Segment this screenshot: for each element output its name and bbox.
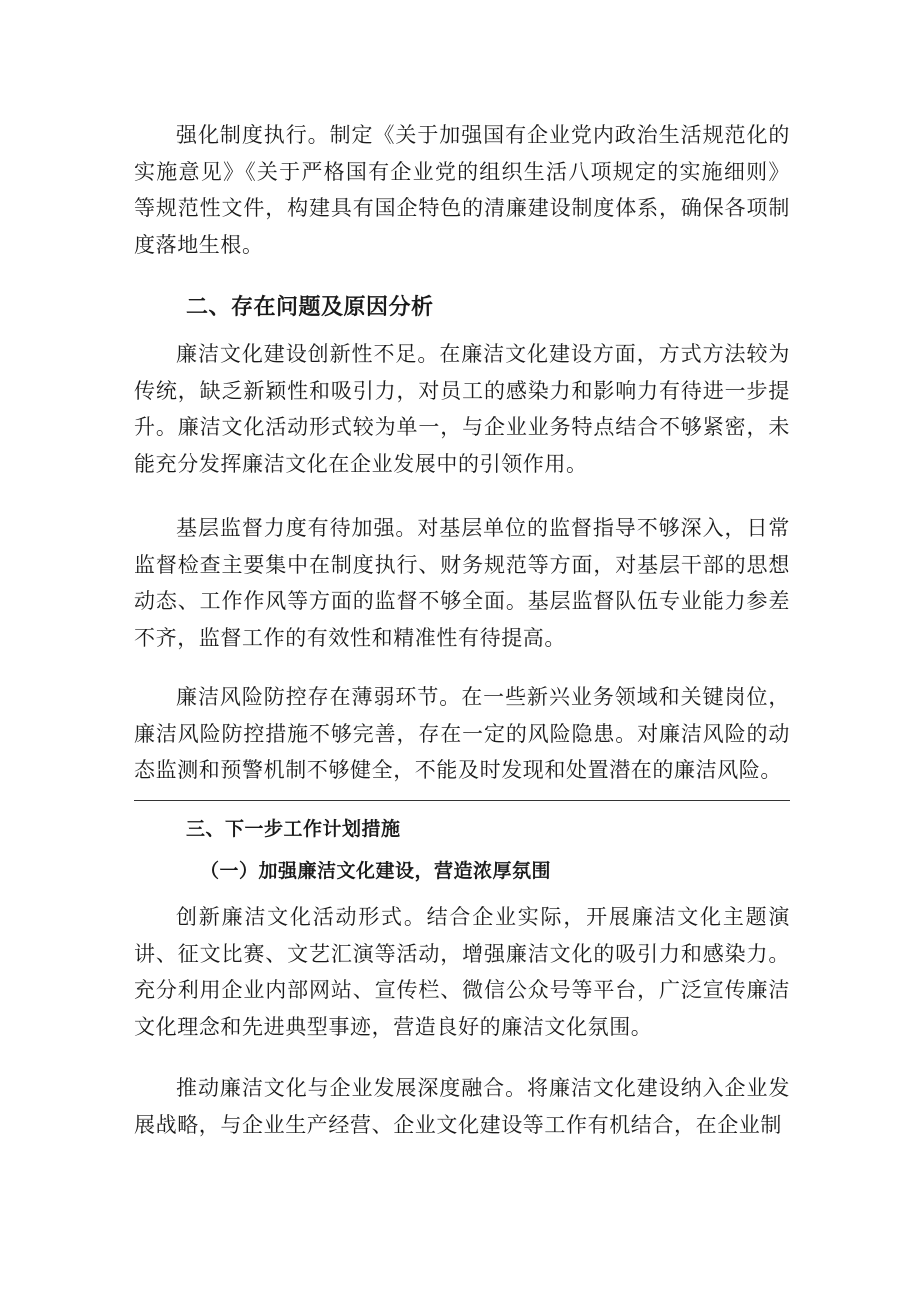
paragraph-culture-innovation: 廉洁文化建设创新性不足。在廉洁文化建设方面，方式方法较为传统，缺乏新颖性和吸引力，对员工的感染力和影响力有待进一步提升。廉洁文化活动形式较为单一，与企业业务特点结合不够紧密，未能充分发挥廉洁文化在企业发展中的引领作用。 [134, 342, 790, 476]
paragraph-risk-control: 廉洁风险防控存在薄弱环节。在一些新兴业务领域和关键岗位，廉洁风险防控措施不够完善，存在一定的风险隐患。对廉洁风险的动态监测和预警机制不够健全，不能及时发现和处置潜在的廉洁风险。 [134, 685, 790, 783]
paragraph-system-execution: 强化制度执行。制定《关于加强国有企业党内政治生活规范化的实施意见》《关于严格国有企业党的组织生活八项规定的实施细则》等规范性文件，构建具有国企特色的清廉建设制度体系，确保各项制度落地生根。 [134, 123, 790, 257]
paragraph-activity-forms: 创新廉洁文化活动形式。结合企业实际，开展廉洁文化主题演讲、征文比赛、文艺汇演等活动，增强廉洁文化的吸引力和感染力。充分利用企业内部网站、宣传栏、微信公众号等平台，广泛宣传廉洁文化理念和先进典型事迹，营造良好的廉洁文化氛围。 [134, 905, 790, 1039]
section-heading-problems: 二、存在问题及原因分析 [186, 295, 434, 320]
paragraph-grassroots-supervision: 基层监督力度有待加强。对基层单位的监督指导不够深入，日常监督检查主要集中在制度执行、财务规范等方面，对基层干部的思想动态、工作作风等方面的监督不够全面。基层监督队伍专业能力参差不齐，监督工作的有效性和精准性有待提高。 [134, 516, 790, 650]
paragraph-culture-integration: 推动廉洁文化与企业发展深度融合。将廉洁文化建设纳入企业发展战略，与企业生产经营、企业文化建设等工作有机结合，在企业制 [134, 1076, 790, 1137]
divider-line [134, 800, 790, 801]
subsection-heading-culture: （一）加强廉洁文化建设，营造浓厚氛围 [200, 860, 552, 882]
section-heading-next-steps: 三、下一步工作计划措施 [186, 818, 401, 840]
